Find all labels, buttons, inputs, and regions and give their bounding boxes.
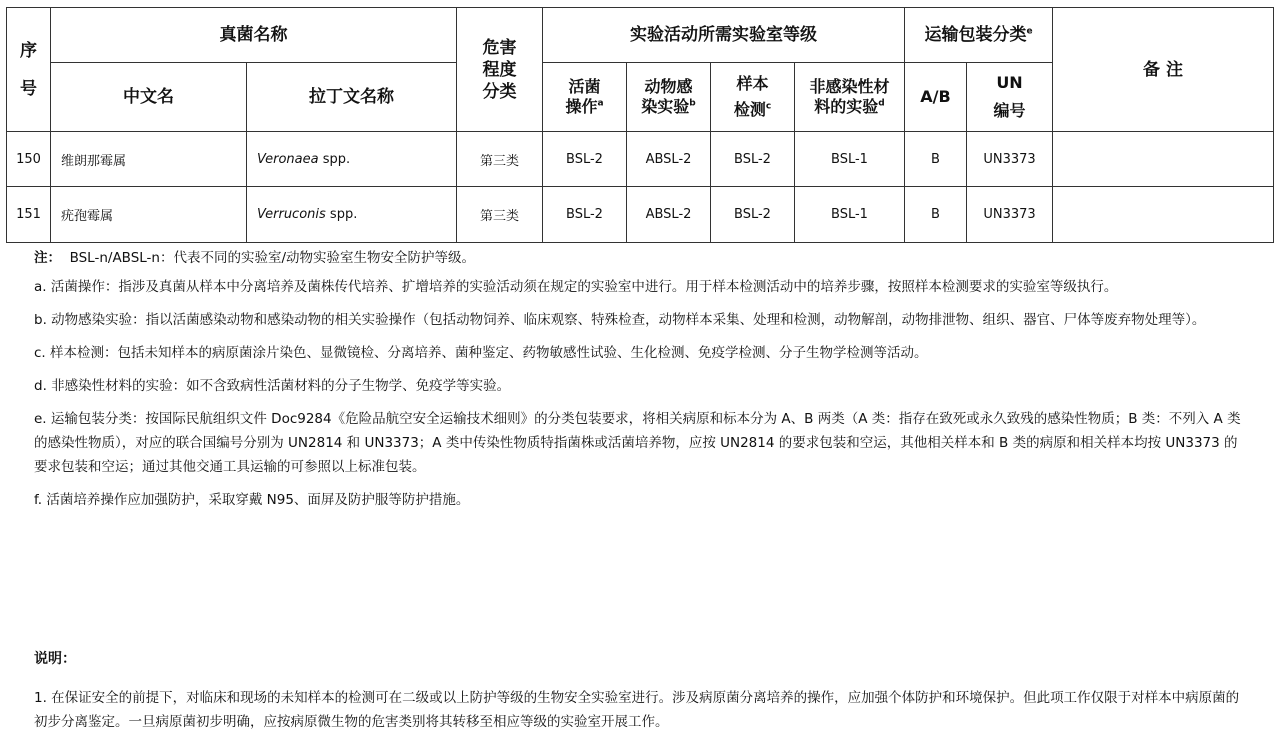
explanation-paragraph: 1. 在保证安全的前提下，对临床和现场的未知样本的检测可在二级或以上防护等级的生物安全实验室进行。涉及病原菌分离培养的操作，应加强个体防护和环境保护。但此项工作仅限于对样本中病原菌的初步分离鉴定。一旦病原菌初步明确，应按病原微生物的危害类别将其转移至相应等级的实验室开展工作。	[34, 690, 1240, 730]
row-latin-name: Verruconis spp.	[247, 187, 457, 243]
pathogen-table	[6, 7, 1274, 243]
note-e: e. 运输包装分类：按国际民航组织文件 Doc9284《危险品航空安全运输技术细则》的分类包装要求，将相关病原和标本分为 A、B 两类（A 类：指存在致死或永久致残的感染性物质；B 类：不列入 A 类的感染性物质），对应的联合国编号分别为 UN2814 和 UN3373；A 类中传染性物质特指菌株或活菌培养物，应按 UN2814 的要求包装和空运，其他相关样本和 B 类的病原和相关样本均按 UN3373 的要求包装和空运；通过其他交通工具运输的可参照以上标准包装。	[34, 411, 1241, 475]
note-a: a. 活菌操作：指涉及真菌从样本中分离培养及菌株传代培养、扩增培养的实验活动须在规定的实验室中进行。用于样本检测活动中的培养步骤，按照样本检测要求的实验室等级执行。	[34, 279, 1118, 295]
row-remark	[1053, 132, 1274, 187]
row-cn-name: 疣孢霉属	[51, 187, 247, 243]
row-un: UN3373	[967, 187, 1053, 243]
row-ab: B	[905, 132, 967, 187]
live-op-header: 活菌 操作$^a$	[543, 63, 627, 132]
row-sample-test: BSL-2	[711, 132, 795, 187]
row-hazard: 第三类	[457, 132, 543, 187]
row-no: 151	[7, 187, 51, 243]
ab-header: A/B	[905, 63, 967, 132]
row-no: 150	[7, 132, 51, 187]
note-b: b. 动物感染实验：指以活菌感染动物和感染动物的相关实验操作（包括动物饲养、临床观察、特殊检查，动物样本采集、处理和检测，动物解剖，动物排泄物、组织、器官、尸体等废弃物处理等）。	[34, 312, 1206, 328]
row-animal-exp: ABSL-2	[627, 132, 711, 187]
row-animal-exp: ABSL-2	[627, 187, 711, 243]
animal-exp-header: 动物感 染实验$^b$	[627, 63, 711, 132]
row-noninfectious: BSL-1	[795, 132, 905, 187]
sample-test-header: 样本 检测$^c$	[711, 63, 795, 132]
noninfectious-header: 非感染性材 料的实验$^d$	[795, 63, 905, 132]
note-c: c. 样本检测：包括未知样本的病原菌涂片染色、显微镜检、分离培养、菌种鉴定、药物敏感性试验、生化检测、免疫学检测、分子生物学检测等活动。	[34, 345, 928, 361]
seq-header: 序 号	[7, 8, 51, 132]
explanation-title: 说明：	[34, 651, 76, 667]
remark-header: 备 注	[1053, 8, 1274, 132]
un-header: UN 编号	[967, 63, 1053, 132]
row-remark	[1053, 187, 1274, 243]
note-d: d. 非感染性材料的实验：如不含致病性活菌材料的分子生物学、免疫学等实验。	[34, 378, 511, 394]
row-ab: B	[905, 187, 967, 243]
table-row	[7, 187, 1274, 243]
note-label: 注：	[34, 250, 61, 266]
lab-level-header: 实验活动所需实验室等级	[543, 8, 905, 63]
row-sample-test: BSL-2	[711, 187, 795, 243]
header-row-1	[7, 8, 1274, 63]
row-hazard: 第三类	[457, 187, 543, 243]
row-un: UN3373	[967, 132, 1053, 187]
cn-name-header: 中文名	[51, 63, 247, 132]
row-latin-name: Veronaea spp.	[247, 132, 457, 187]
table-row	[7, 132, 1274, 187]
row-live-op: BSL-2	[543, 132, 627, 187]
fungus-name-header: 真菌名称	[51, 8, 457, 63]
latin-name-header: 拉丁文名称	[247, 63, 457, 132]
row-live-op: BSL-2	[543, 187, 627, 243]
row-cn-name: 维朗那霉属	[51, 132, 247, 187]
note-bsl: 注： BSL-n/ABSL-n：代表不同的实验室/动物实验室生物安全防护等级。	[34, 250, 476, 266]
note-f: f. 活菌培养操作应加强防护，采取穿戴 N95、面屏及防护服等防护措施。	[34, 492, 470, 508]
footnotes	[34, 246, 1249, 521]
row-noninfectious: BSL-1	[795, 187, 905, 243]
transport-header: 运输包装分类$^e$	[905, 8, 1053, 63]
hazard-header: 危害 程度 分类	[457, 8, 543, 132]
